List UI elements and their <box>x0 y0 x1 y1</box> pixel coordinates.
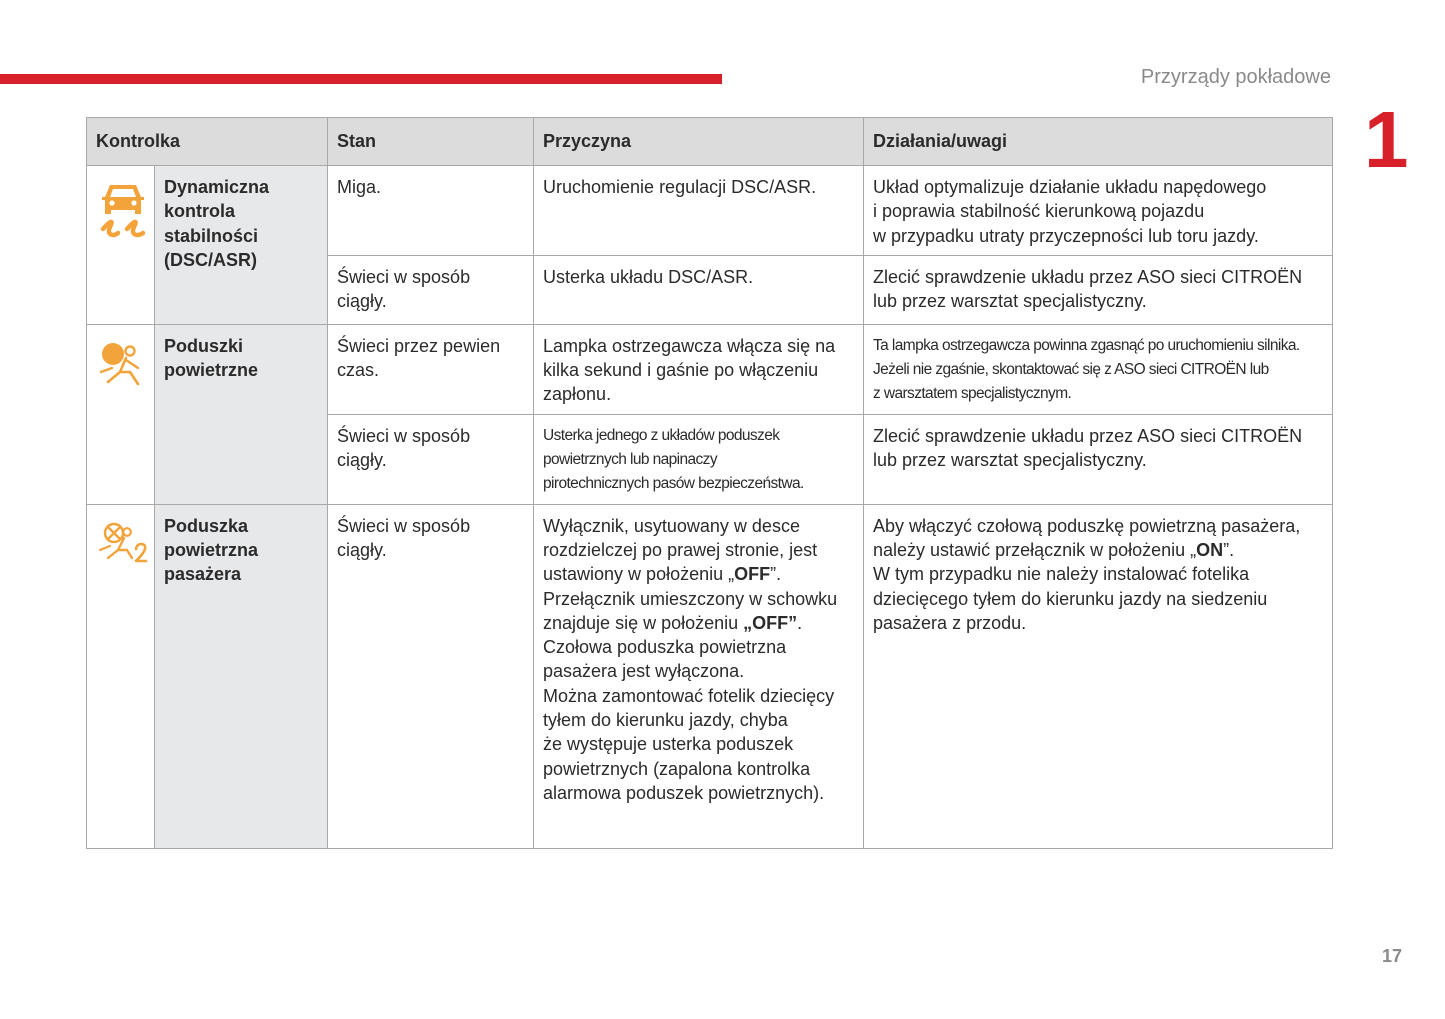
cause-cell: Uruchomienie regulacji DSC/ASR. <box>534 166 864 256</box>
state-cell: Świeci w sposób ciągły. <box>328 255 534 324</box>
off-label: „OFF” <box>743 612 798 633</box>
action-cell: Zlecić sprawdzenie układu przez ASO sieci CITROËN lub przez warsztat specjalistyczny. <box>864 255 1333 324</box>
column-header: Kontrolka <box>87 118 328 166</box>
action-cell: Zlecić sprawdzenie układu przez ASO sieci CITROËN lub przez warsztat specjalistyczny. <box>864 414 1333 504</box>
action-cell <box>864 504 1333 848</box>
cause-text: Wyłącznik, usytuowany w desce rozdzielczej po prawej stronie, jest ustawiony w położeniu „ <box>543 515 818 585</box>
column-header: Stan <box>328 118 534 166</box>
off-label: OFF <box>734 564 771 585</box>
cause-cell: Usterka układu DSC/ASR. <box>534 255 864 324</box>
action-text: Aby włączyć czołową poduszkę powietrzną pasażera, należy ustawić przełącznik w położeniu „ <box>873 515 1301 560</box>
stability-control-icon <box>96 179 150 241</box>
cause-text: ”. Przełącznik umieszczony w schowku znajduje się w położeniu <box>543 564 838 633</box>
state-cell: Miga. <box>328 166 534 256</box>
table-row <box>87 166 1333 256</box>
warning-name: Poduszka powietrzna pasażera <box>155 504 328 848</box>
warning-name: Dynamiczna kontrola stabilności (DSC/ASR) <box>155 166 328 325</box>
table-header-row <box>87 118 1333 166</box>
cause-text: . Czołowa poduszka powietrzna pasażera jest wyłączona. Można zamontować fotelik dziecięcy tyłem do kierunku jazdy, chyba że występuje usterka poduszek powietrznych (zapalona kontrolka alarmowa poduszek powietrznych). <box>543 612 835 803</box>
cause-cell: Usterka jednego z układów poduszek powietrznych lub napinaczy pirotechnicznych pasów bezpieczeństwa. <box>534 414 864 504</box>
warning-name: Poduszki powietrzne <box>155 324 328 504</box>
icon-cell <box>87 324 155 504</box>
chapter-number: 1 <box>1364 95 1409 184</box>
page-number: 17 <box>1382 946 1403 966</box>
column-header: Działania/uwagi <box>864 118 1333 166</box>
table-row <box>87 504 1333 848</box>
action-text: ”. W tym przypadku nie należy instalować fotelika dziecięcego tyłem do kierunku jazdy na siedzeniu pasażera z przodu. <box>873 539 1268 633</box>
state-cell: Świeci przez pewien czas. <box>328 324 534 414</box>
section-title: Przyrządy pokładowe <box>1140 66 1331 88</box>
action-cell: Ta lampka ostrzegawcza powinna zgasnąć po uruchomieniu silnika. Jeżeli nie zgaśnie, skontaktować się z ASO sieci CITROËN lub z warsztatem specjalistycznym. <box>864 324 1333 414</box>
state-cell: Świeci w sposób ciągły. <box>328 414 534 504</box>
on-label: ON <box>1196 539 1224 560</box>
table-row <box>87 324 1333 414</box>
header-accent-bar <box>0 74 722 84</box>
cause-cell <box>534 504 864 848</box>
airbag-icon <box>96 338 150 390</box>
icon-cell <box>87 504 155 848</box>
column-header: Przyczyna <box>534 118 864 166</box>
state-cell: Świeci w sposób ciągły. <box>328 504 534 848</box>
icon-cell <box>87 166 155 325</box>
warning-lights-table <box>86 117 1333 849</box>
cause-cell: Lampka ostrzegawcza włącza się na kilka sekund i gaśnie po włączeniu zapłonu. <box>534 324 864 414</box>
passenger-airbag-off-icon <box>96 518 150 570</box>
action-cell: Układ optymalizuje działanie układu napędowego i poprawia stabilność kierunkową pojazdu w przypadku utraty przyczepności lub toru jazdy. <box>864 166 1333 256</box>
